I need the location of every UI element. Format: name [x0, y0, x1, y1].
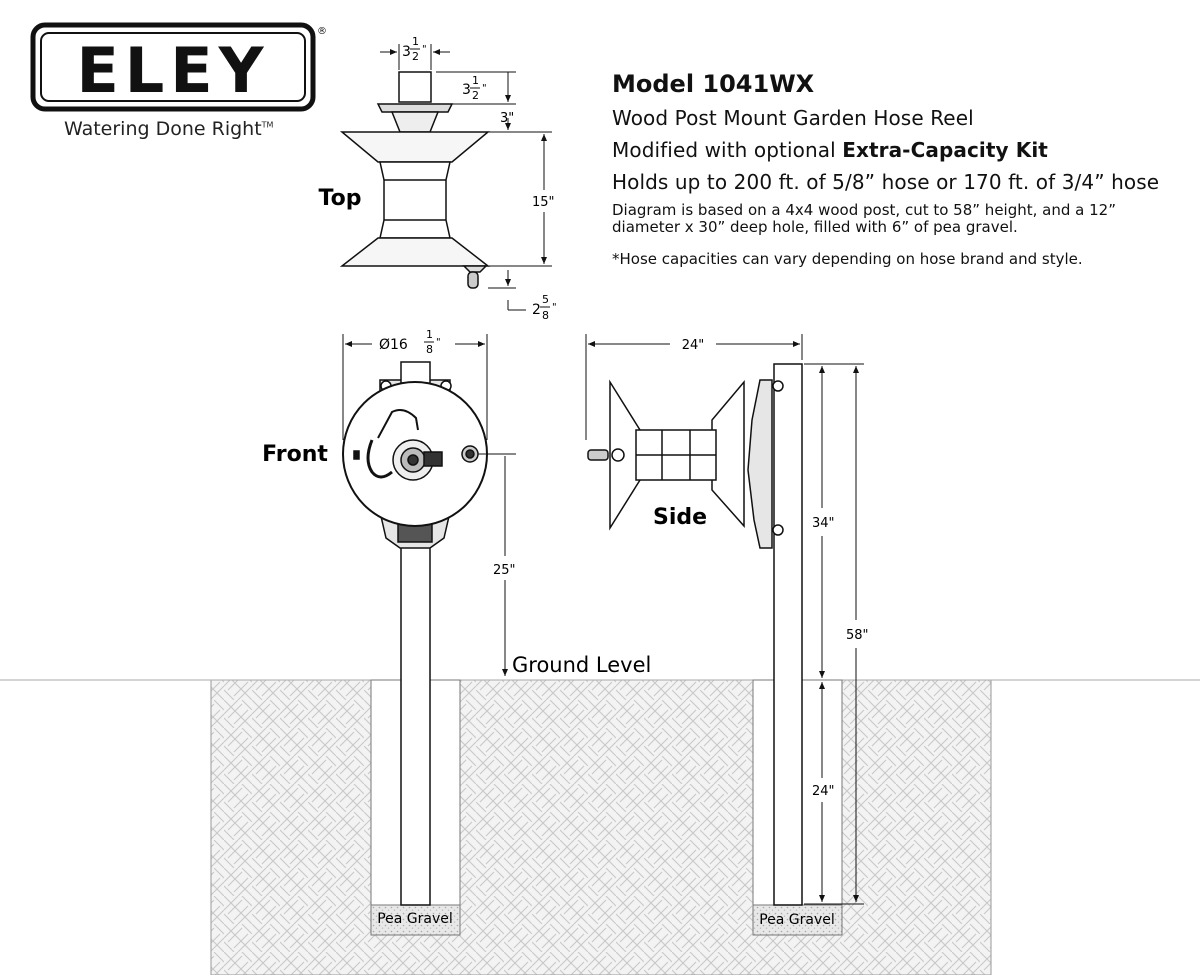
- top-handle-den: 8: [542, 309, 549, 322]
- product-name: Wood Post Mount Garden Hose Reel: [612, 106, 974, 130]
- top-handle-dim: [532, 293, 557, 322]
- front-diameter-dim: [379, 328, 441, 356]
- capacity-line: Holds up to 200 ft. of 5/8” hose or 170 ft. of 3/4” hose: [612, 170, 1160, 194]
- top-15-dim: 15": [532, 195, 555, 210]
- diameter-num: 1: [426, 328, 433, 341]
- top-handle-num: 5: [542, 293, 549, 306]
- top-3-dim: 3": [500, 111, 515, 126]
- top-handle-whole: 2: [532, 302, 541, 318]
- top-height-num: 1: [472, 74, 479, 87]
- svg-text:": ": [436, 337, 441, 348]
- front-view-label: Front: [262, 442, 328, 467]
- side-58-dim: 58": [846, 628, 869, 643]
- top-height-den: 2: [472, 89, 479, 102]
- side-post: [774, 364, 802, 905]
- tagline-tm: TM: [261, 120, 274, 130]
- kit-name: Extra-Capacity Kit: [842, 138, 1048, 162]
- pea-gravel-side-label: Pea Gravel: [759, 912, 835, 928]
- side-view-label: Side: [652, 505, 708, 530]
- logo-text: ELEY: [76, 34, 270, 107]
- diagram-note: Diagram is based on a 4x4 wood post, cut to 58” height, and a 12” diameter x 30” deep hole, filled with 6” of pea gravel.: [612, 201, 1116, 236]
- kit-prefix: Modified with optional: [612, 138, 843, 162]
- front-post: [401, 530, 430, 905]
- top-height-dim: [462, 74, 487, 102]
- top-width-dim: [402, 35, 427, 63]
- model-title: Model 1041WX: [612, 70, 815, 98]
- front-25-dim: 25": [493, 563, 516, 578]
- svg-text:": ": [482, 83, 487, 94]
- diameter-den: 8: [426, 343, 433, 356]
- top-width-den: 2: [412, 50, 419, 63]
- ground-level-label: Ground Level: [512, 653, 652, 677]
- svg-text:": ": [552, 302, 557, 313]
- side-34-dim: 34": [812, 516, 835, 531]
- top-width-num: 1: [412, 35, 419, 48]
- pea-gravel-front-label: Pea Gravel: [377, 911, 453, 927]
- ground: [0, 680, 1200, 975]
- top-width-whole: 3: [402, 44, 411, 60]
- top-height-whole: 3: [462, 82, 471, 98]
- diameter-prefix: Ø16: [379, 337, 408, 353]
- side-24-depth-dim: 24": [812, 784, 835, 799]
- registered-mark: ®: [317, 26, 327, 37]
- top-view-label: Top: [318, 186, 362, 211]
- side-24-width-dim: 24": [681, 338, 705, 353]
- tagline-text: Watering Done Right: [64, 118, 262, 140]
- svg-text:": ": [422, 44, 427, 55]
- capacity-note: *Hose capacities can vary depending on hose brand and style.: [612, 250, 1083, 268]
